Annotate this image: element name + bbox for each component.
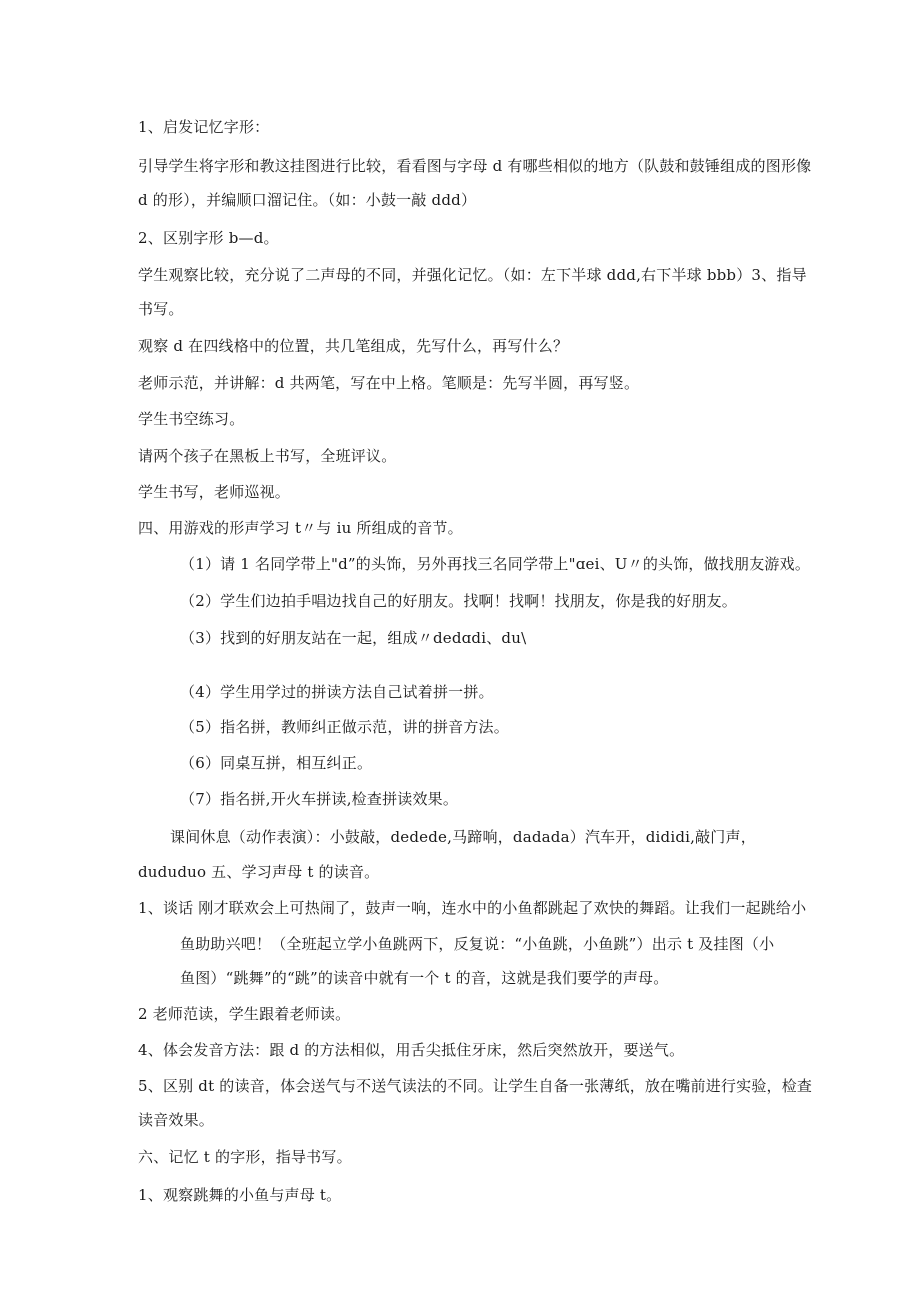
list-item: （1）请 1 名同学带上"d”的头饰，另外再找三名同学带上"ɑei、U〃的头饰，做找朋友游戏。 (180, 555, 811, 573)
paragraph-line: 鱼图）“跳舞”的“跳”的读音中就有一个 t 的音，这就是我们要学的声母。 (180, 969, 669, 987)
list-item: （4）学生用学过的拼读方法自己试着拼一拼。 (180, 683, 494, 701)
paragraph-line: 书写。 (138, 300, 184, 318)
section-heading-distinguish-shape: 2、区别字形 b—d。 (138, 229, 279, 247)
paragraph-line: 老师示范，并讲解：d 共两笔，写在中上格。笔顺是：先写半圆，再写竖。 (138, 374, 640, 392)
list-item: （7）指名拼,开火车拼读,检查拼读效果。 (180, 790, 459, 808)
paragraph-line: 2 老师范读，学生跟着老师读。 (138, 1005, 351, 1023)
paragraph-line: 课间休息（动作表演）：小鼓敲，dedede,马蹄响，dadada）汽车开，dididi,敲门声， (170, 828, 756, 846)
paragraph-line: dududuo 五、学习声母 t 的读音。 (138, 863, 380, 881)
list-item: （2）学生们边拍手唱边找自己的好朋友。找啊！找啊！找朋友，你是我的好朋友。 (180, 592, 737, 610)
paragraph-line: 4、体会发音方法：跟 d 的方法相似，用舌尖抵住牙床，然后突然放开，要送气。 (138, 1041, 685, 1059)
paragraph-line: 学生观察比较，充分说了二声母的不同，并强化记忆。（如：左下半球 ddd,右下半球 bbb）3、指导 (138, 266, 807, 284)
paragraph-line: 请两个孩子在黑板上书写，全班评议。 (138, 447, 397, 465)
section-heading-memory-t: 六、记忆 t 的字形，指导书写。 (138, 1148, 352, 1166)
paragraph-line: 5、区别 dt 的读音，体会送气与不送气读法的不同。让学生自备一张薄纸，放在嘴前进行实验，检查 (138, 1077, 813, 1095)
paragraph-line: 1、观察跳舞的小鱼与声母 t。 (138, 1186, 342, 1204)
list-item: （6）同桌互拼，相互纠正。 (180, 754, 373, 772)
list-item: （3）找到的好朋友站在一起，组成〃dedɑdi、du\ (180, 629, 527, 647)
paragraph-line: 引导学生将字形和教这挂图进行比较，看看图与字母 d 有哪些相似的地方（队鼓和鼓锤组成的图形像 (138, 157, 812, 175)
paragraph-line: 鱼助助兴吧！（全班起立学小鱼跳两下，反复说：“小鱼跳，小鱼跳”）出示 t 及挂图（小 (180, 935, 775, 953)
section-heading-game-learning: 四、用游戏的形声学习 t〃与 iu 所组成的音节。 (138, 519, 463, 537)
paragraph-line: 观察 d 在四线格中的位置，共几笔组成，先写什么，再写什么？ (138, 337, 569, 355)
paragraph-line: 读音效果。 (138, 1111, 215, 1129)
paragraph-line: 1、谈话 刚才联欢会上可热闹了，鼓声一响，连水中的小鱼都跳起了欢快的舞蹈。让我们一起跳给小 (138, 899, 807, 917)
paragraph-line: 学生书写，老师巡视。 (138, 483, 291, 501)
section-heading-memory-shape: 1、启发记忆字形： (138, 118, 270, 136)
paragraph-line: 学生书空练习。 (138, 410, 245, 428)
list-item: （5）指名拼，教师纠正做示范，讲的拼音方法。 (180, 718, 509, 736)
paragraph-line: d 的形），并编顺口溜记住。（如：小鼓一敲 ddd） (138, 191, 477, 209)
